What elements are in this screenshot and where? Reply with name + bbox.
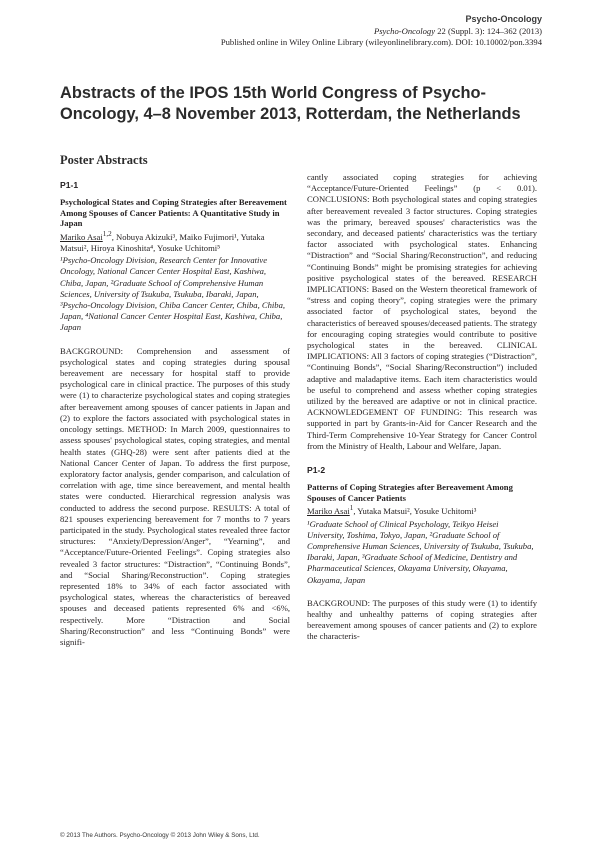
- left-column: [60, 180, 290, 648]
- citation-line: [221, 26, 542, 36]
- abstract-body-continued: cantly associated coping strategies for achieving “Acceptance/Future-Oriented Feelings” (p < 0.01). CONCLUSIONS: Both psychological states and coping strategies after bereavement revealed 3 factor structures. Coping strategies was the primary, bereaved spouses' characteristics was the secondary, and deceased patients' characteristics was the tertiary factor associated with psychological states. Enhancing “Distraction” and “Social Sharing/Reconstruction”, and reducing “Continuing Bonds” might be promising strategies for achieving positive psychological states of the bereaved. RESEARCH IMPLICATIONS: Based on the Western theoretical framework of “stress and coping theory”, coping strategies were the primary associated factor of psychological states, beyond the characteristics of bereaved spouses/deceased patients. The strategy for encouraging coping strategies would contribute to positive psychological states in the bereaved. CLINICAL IMPLICATIONS: All 3 factors of coping strategies (“Distraction”, “Continuing Bonds”, “Social Sharing/Reconstruction”) included adaptive and maladaptive items. Each item characteristics would be useful to comprehend and assess whether coping strategies utilized by the bereaved are adaptive or not in clinical practice. ACKNOWLEDGEMENT OF FUNDING: This research was supported in part by Grants-in-Aid for Cancer Research and the Third-Term Comprehensive 10-Year Strategy for Cancer Control from the Ministry of Health, Labour and Welfare, Japan.: [307, 172, 537, 451]
- abstract-id: P1-2: [307, 465, 326, 476]
- abstract-authors: [60, 229, 290, 254]
- co-authors: , Yutaka Matsui², Yosuke Uchitomi³: [353, 506, 477, 517]
- presenting-author: Mariko Asai: [60, 231, 103, 242]
- page-header: [221, 14, 542, 47]
- citation-journal: Psycho-Oncology: [373, 26, 436, 36]
- abstract-authors: [307, 503, 537, 517]
- presenting-author: Mariko Asai: [307, 506, 350, 517]
- right-column: [307, 172, 537, 643]
- abstract-title: Psychological States and Coping Strategies after Bereavement Among Spouses of Cancer Patients: A Quantitative Study in Japan: [60, 197, 287, 229]
- abstract-affiliations: ¹Psycho-Oncology Division, Research Center for Innovative Oncology, National Cancer Center Hospital East, Kashiwa, Chiba, Japan, ²Graduate School of Comprehensive Human Sciences, University of Tsukuba, Tsukuba, Ibaraki, Japan, ³Psycho-Oncology Division, Chiba Cancer Center, Chiba, Chiba, Japan, ⁴National Cancer Center Hospital East, Kashiwa, Chiba, Japan: [60, 255, 286, 333]
- abstract-body: BACKGROUND: Comprehension and assessment of psychological states and coping strategies during spousal bereavement are necessary for hospital staff to provide psychological care in clinical practice. The purposes of this study were (1) to characterize psychological states and coping strategies after bereavement among spouses of cancer patients in Japan and (2) to explore the factors associated with psychological states in oncology settings. METHOD: In March 2009, questionnaires to assess spouses' psychological states, coping strategies, and mental health states (GHQ-28) were sent after patients died at the National Cancer Center of Japan. To address the first purpose, exploratory factor analysis, gender comparison, and calculation of correlation with age, time since bereavement, and mental health states were conducted. Hierarchical regression analysis was conducted to address the second purpose. RESULTS: A total of 821 spouses experiencing bereavement for 7 months to 7 years participated in the study. Psychological states revealed three factor structures: “Anxiety/Depression/Anger”, “Yearning”, and “Acceptance/Future-Oriented Feelings”. Coping strategies also revealed 3 factor structures: “Distraction”, “Continuing Bonds”, and “Social Sharing/Reconstruction”. Coping strategies represented 18% to 34% of each factor associated with psychological states, whereas the characteristics of bereaved spouses and deceased patients represented 6% and <6%, respectively. More “Distraction and Social Sharing/Reconstruction” and less “Continuing Bonds” were signifi-: [60, 345, 290, 647]
- presenting-author-sup: 1: [349, 504, 354, 513]
- citation-details: 22 (Suppl. 3): 124–362 (2013): [437, 26, 542, 36]
- abstract-body: BACKGROUND: The purposes of this study were (1) to identify healthy and unhealthy patterns of coping strategies after bereavement among spouses of cancer patients and (2) to explore the characteris-: [307, 597, 537, 642]
- abstract-id: P1-1: [60, 180, 79, 190]
- journal-name: Psycho-Oncology: [465, 14, 542, 24]
- presenting-author-sup: 1,2: [102, 229, 112, 238]
- section-title: Poster Abstracts: [60, 153, 148, 167]
- abstract-title: Patterns of Coping Strategies after Bereavement Among Spouses of Cancer Patients: [307, 482, 513, 503]
- copyright-footer: © 2013 The Authors. Psycho-Oncology © 2013 John Wiley & Sons, Ltd.: [60, 832, 260, 839]
- published-line: Published online in Wiley Online Library (wileyonlinelibrary.com). DOI: 10.10002/pon.3394: [220, 37, 542, 47]
- abstract-affiliations: ¹Graduate School of Clinical Psychology, Teikyo Heisei University, Toshima, Tokyo, Japan, ²Graduate School of Comprehensive Human Sciences, University of Tsukuba, Tsukuba, Ibaraki, Japan, ³Graduate School of Medicine, Dentistry and Pharmaceutical Sciences, Okayama University, Okayama, Okayama, Japan: [307, 518, 534, 585]
- co-authors: , Nobuya Akizuki³, Maiko Fujimori¹, Yutaka Matsui², Hiroya Kinoshita⁴, Yosuke Uchitomi⁵: [60, 231, 265, 254]
- page-title: Abstracts of the IPOS 15th World Congress of Psycho-Oncology, 4–8 November 2013, Rotterdam, the Netherlands: [60, 84, 521, 123]
